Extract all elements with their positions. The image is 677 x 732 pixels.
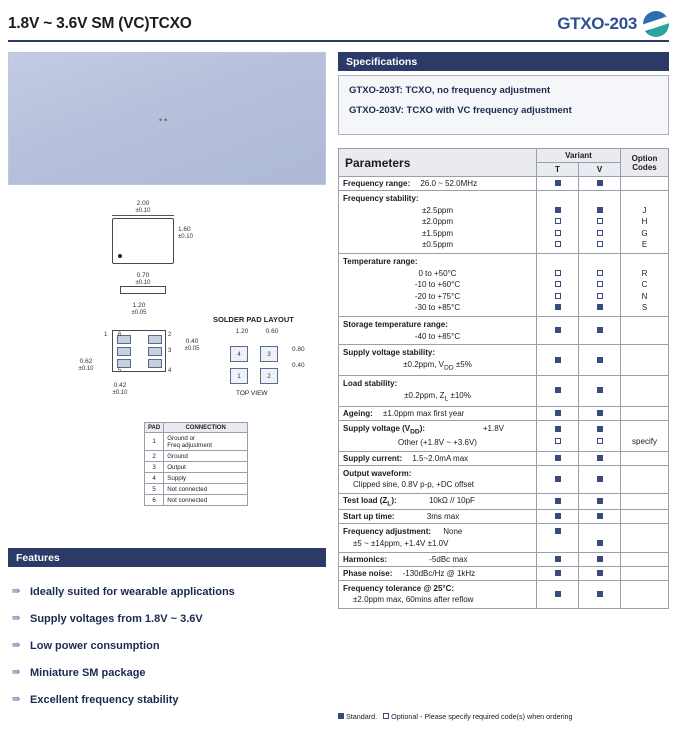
variant-t-cell [537, 580, 579, 608]
standard-marker-icon [555, 455, 561, 461]
list-item [8, 686, 326, 713]
option-code: S [641, 303, 648, 313]
variant-v-cell [579, 253, 621, 316]
param-label: Supply current: [343, 453, 403, 463]
param-value: ±2.0ppm [421, 217, 454, 227]
standard-marker-icon [555, 207, 561, 213]
optional-marker-icon [597, 218, 603, 224]
solder-pad-layout-title: SOLDER PAD LAYOUT [213, 315, 294, 324]
pad-4 [148, 359, 162, 368]
param-value: -10 to +60°C [414, 280, 461, 290]
param-value: 1.5~2.0mA max [412, 453, 469, 463]
pad-6 [117, 347, 131, 356]
option-code: E [641, 240, 648, 250]
package-top-drawing [112, 218, 174, 264]
param-value: Clipped sine, 0.8V p-p, +DC offset [353, 480, 475, 490]
variant-t-cell [537, 420, 579, 451]
company-logo-icon [643, 11, 669, 37]
standard-marker-icon [555, 591, 561, 597]
option-code-cell [621, 375, 669, 406]
table-row [339, 253, 669, 316]
table-row [145, 473, 248, 484]
table-row [339, 375, 669, 406]
standard-marker-icon [597, 570, 603, 576]
param-value: +1.8V [482, 423, 504, 433]
arrow-bullet-icon: ⇛ [12, 640, 19, 651]
variant-t-cell [537, 345, 579, 376]
top-view-label: TOP VIEW [236, 390, 268, 397]
photo-chip-detail: •• [159, 115, 170, 125]
standard-marker-icon [597, 540, 603, 546]
optional-marker-icon [555, 230, 561, 236]
feature-label: Low power consumption [30, 639, 160, 652]
dim-height-value: 0.70 [136, 272, 150, 279]
standard-marker-icon [597, 556, 603, 562]
option-code: N [641, 291, 648, 301]
table-row [145, 451, 248, 462]
standard-marker-icon [555, 513, 561, 519]
option-code-cell [621, 510, 669, 524]
param-temperature-range [339, 253, 537, 316]
param-label: Frequency adjustment: [343, 527, 432, 537]
param-frequency-adjustment [339, 524, 537, 552]
legend-optional-text: Optional - Please specify required code(s) when ordering [391, 712, 573, 721]
standard-marker-icon [597, 357, 603, 363]
dim-pad-left-value: 0.62 [79, 358, 93, 365]
standard-marker-icon [597, 410, 603, 416]
variant-t-cell [537, 493, 579, 510]
standard-marker-icon [597, 498, 603, 504]
table-row [339, 493, 669, 510]
dim-height-tol: ±0.10 [135, 280, 151, 287]
variant-t-cell [537, 524, 579, 552]
param-label: Frequency stability: [343, 194, 419, 203]
dim-pad-width [176, 338, 208, 353]
param-value: ±1.0ppm max first year [383, 408, 465, 418]
dim-length-tol: ±0.10 [178, 234, 193, 241]
dim-width [112, 200, 174, 215]
variant-v-cell [579, 345, 621, 376]
variant-v-cell [579, 465, 621, 493]
option-code-cell [621, 493, 669, 510]
arrow-bullet-icon: ⇛ [12, 694, 19, 705]
variant-v-cell [579, 191, 621, 254]
standard-marker-icon [555, 570, 561, 576]
param-label: Phase noise: [343, 568, 393, 578]
optional-marker-icon [555, 241, 561, 247]
table-row [339, 177, 669, 191]
arrow-bullet-icon: ⇛ [12, 613, 19, 624]
solder-pad-4: 4 [230, 346, 248, 362]
standard-marker-icon [597, 207, 603, 213]
standard-marker-icon [555, 476, 561, 482]
dim-pad-width-tol: ±0.05 [184, 346, 200, 353]
param-label: Ageing: [343, 408, 373, 418]
param-harmonics [339, 552, 537, 566]
table-row [339, 406, 669, 420]
dim-pad-bottom [100, 382, 140, 397]
option-code-cell [621, 465, 669, 493]
option-code-cell [621, 177, 669, 191]
connection-cell: Ground or Freq adjustment [164, 433, 248, 451]
optional-marker-icon [597, 230, 603, 236]
spec-note-v: GTXO-203V: TCXO with VC frequency adjustment [349, 105, 572, 116]
standard-marker-icon [555, 426, 561, 432]
pin-label-3: 3 [168, 348, 172, 354]
dim-pad-bottom-value: 0.42 [113, 382, 127, 389]
option-code: specify [632, 436, 657, 446]
param-storage-temperature [339, 316, 537, 344]
param-start-up-time [339, 510, 537, 524]
dim-width-tol: ±0.10 [135, 208, 151, 215]
variant-v-cell [579, 580, 621, 608]
page-header [8, 8, 669, 42]
variant-t-cell [537, 177, 579, 191]
pad-5 [117, 359, 131, 368]
optional-marker-icon [597, 270, 603, 276]
option-code: G [641, 228, 648, 238]
param-output-waveform [339, 465, 537, 493]
param-value: None [443, 527, 463, 537]
dim-pad-pitch-tol: ±0.05 [131, 310, 147, 317]
option-code: H [641, 217, 648, 227]
table-legend [338, 712, 669, 721]
solder-pad-2: 2 [260, 368, 278, 384]
param-supply-voltage: Supply voltage $(V_{DD})$: +1.8V Other (+1.8V ~ +3.6V) [339, 420, 537, 451]
param-test-load: Test load $(Z_L)$: 10kΩ // 10pF [339, 493, 537, 510]
standard-marker-icon [597, 426, 603, 432]
option-code-cell [621, 406, 669, 420]
standard-marker-icon [555, 387, 561, 393]
standard-marker-icon [338, 713, 344, 719]
param-value: ±2.5ppm [421, 205, 454, 215]
dim-pad-left-tol: ±0.10 [78, 366, 94, 373]
param-label: Load stability: [343, 378, 398, 388]
optional-marker-icon [597, 281, 603, 287]
list-item [8, 632, 326, 659]
dim-pad-left [66, 358, 106, 373]
standard-marker-icon [597, 180, 603, 186]
option-code-cell [621, 552, 669, 566]
pin-label-2: 2 [168, 332, 172, 338]
product-photo [8, 52, 326, 185]
param-label: Harmonics: [343, 554, 388, 564]
param-frequency-range [339, 177, 537, 191]
specifications-notes [338, 75, 669, 135]
standard-marker-icon [555, 357, 561, 363]
optional-marker-icon [383, 713, 389, 719]
list-item [8, 605, 326, 632]
pad-cell: 2 [145, 451, 164, 462]
arrow-bullet-icon: ⇛ [12, 586, 19, 597]
pin-label-4: 4 [168, 368, 172, 374]
parameters-table [338, 148, 669, 609]
solder-dim-c: 0.80 [292, 346, 305, 353]
variant-t-cell [537, 510, 579, 524]
param-value: 10kΩ // 10pF [428, 495, 475, 505]
connection-cell: Output [164, 462, 248, 473]
pin1-marker-icon [118, 254, 122, 258]
pad-cell: 5 [145, 484, 164, 495]
features-list [8, 578, 326, 713]
param-value: 0 to +50°C [418, 268, 457, 278]
table-row [145, 433, 248, 451]
variant-v-cell [579, 375, 621, 406]
dim-width-value: 2.00 [136, 200, 150, 207]
param-label: Frequency range: [343, 179, 411, 188]
option-code-cell [621, 566, 669, 580]
standard-marker-icon [597, 513, 603, 519]
solder-pad-1: 1 [230, 368, 248, 384]
dim-length [178, 226, 212, 241]
table-row [145, 484, 248, 495]
variant-t-cell [537, 316, 579, 344]
pin-label-5: 5 [118, 368, 122, 374]
option-code-cell [621, 345, 669, 376]
dim-length-value: 1.60 [178, 226, 191, 233]
legend-standard-text: Standard. [346, 712, 378, 721]
variant-v-cell [579, 420, 621, 451]
page-title: 1.8V ~ 3.6V SM (VC)TCXO [8, 15, 192, 32]
variant-t-cell [537, 406, 579, 420]
solder-pad-drawing [230, 338, 288, 384]
dim-pad-pitch-value: 1.20 [132, 302, 146, 309]
feature-label: Miniature SM package [30, 666, 146, 679]
pad-cell: 1 [145, 433, 164, 451]
connection-cell: Supply [164, 473, 248, 484]
features-heading: Features [8, 548, 326, 567]
standard-marker-icon [555, 304, 561, 310]
param-value: -20 to +75°C [414, 291, 461, 301]
variant-t-cell [537, 451, 579, 465]
standard-marker-icon [597, 387, 603, 393]
standard-marker-icon [597, 591, 603, 597]
dim-pad-width-value: 0.40 [185, 338, 199, 345]
standard-marker-icon [555, 327, 561, 333]
connection-cell: Not connected [164, 495, 248, 506]
table-row [145, 423, 248, 433]
list-item [8, 578, 326, 605]
standard-marker-icon [555, 528, 561, 534]
param-value: 3ms max [426, 512, 460, 522]
variant-v-cell [579, 451, 621, 465]
option-code: C [641, 280, 648, 290]
param-value: Other (+1.8V ~ +3.6V) [398, 438, 477, 448]
pin-label-1: 1 [104, 332, 108, 338]
table-row [339, 420, 669, 451]
param-value: -30 to +85°C [414, 303, 461, 313]
option-code-cell [621, 253, 669, 316]
variant-v-cell [579, 406, 621, 420]
list-item [8, 659, 326, 686]
variant-t-cell [537, 191, 579, 254]
variant-t-cell [537, 465, 579, 493]
param-phase-noise [339, 566, 537, 580]
variant-v-cell [579, 510, 621, 524]
header-right [557, 11, 669, 37]
dim-pad-bottom-tol: ±0.10 [112, 390, 128, 397]
param-frequency-tolerance [339, 580, 537, 608]
param-label: Supply voltage stability: [343, 348, 436, 358]
param-supply-current [339, 451, 537, 465]
connection-cell: Ground [164, 451, 248, 462]
package-side-drawing [120, 286, 166, 294]
pad-col-header: PAD [145, 423, 164, 433]
feature-label: Ideally suited for wearable applications [30, 585, 235, 598]
standard-marker-icon [555, 498, 561, 504]
feature-label: Excellent frequency stability [30, 693, 179, 706]
param-label: Storage temperature range: [343, 319, 448, 329]
param-label: Frequency tolerance @ 25°C: [343, 583, 455, 593]
table-row [339, 510, 669, 524]
table-row [339, 524, 669, 552]
arrow-bullet-icon: ⇛ [12, 667, 19, 678]
option-code-cell [621, 524, 669, 552]
optional-marker-icon [597, 293, 603, 299]
dim-line-width [112, 215, 174, 216]
standard-marker-icon [597, 455, 603, 461]
option-code: J [642, 205, 647, 215]
solder-pad-3: 3 [260, 346, 278, 362]
variant-v-cell [579, 566, 621, 580]
mechanical-drawings [8, 190, 326, 535]
optional-marker-icon [555, 218, 561, 224]
variant-t-cell [537, 375, 579, 406]
optional-marker-icon [555, 281, 561, 287]
solder-dim-a: 1.20 [235, 328, 249, 335]
spec-note-t: GTXO-203T: TCXO, no frequency adjustment [349, 85, 551, 96]
option-code-cell [621, 580, 669, 608]
optional-marker-icon [555, 293, 561, 299]
option-code: R [641, 268, 648, 278]
option-code-cell [621, 316, 669, 344]
table-row [339, 451, 669, 465]
optional-marker-icon [597, 438, 603, 444]
param-value: ±1.5ppm [421, 228, 454, 238]
connection-cell: Not connected [164, 484, 248, 495]
param-ageing [339, 406, 537, 420]
pad-cell: 3 [145, 462, 164, 473]
pin-label-6: 6 [118, 332, 122, 338]
param-label: Output waveform: [343, 468, 412, 478]
option-codes-col-header: Option Codes [621, 149, 669, 177]
param-value: 26.0 ~ 52.0MHz [420, 179, 478, 188]
param-label: Temperature range: [343, 256, 418, 266]
param-value: ±0.5ppm [421, 240, 454, 250]
table-row [339, 552, 669, 566]
standard-marker-icon [597, 304, 603, 310]
table-row [145, 462, 248, 473]
table-row [339, 316, 669, 344]
variant-t-cell [537, 253, 579, 316]
feature-label: Supply voltages from 1.8V ~ 3.6V [30, 612, 203, 625]
variant-col-header: Variant [537, 149, 621, 163]
standard-marker-icon [555, 556, 561, 562]
parameters-col-header: Parameters [339, 149, 537, 177]
standard-marker-icon [555, 410, 561, 416]
param-label: Start up time: [343, 512, 395, 522]
solder-dim-b: 0.60 [265, 328, 279, 335]
table-row [339, 149, 669, 163]
option-code-cell [621, 191, 669, 254]
variant-t-header: T [537, 163, 579, 177]
dim-pad-pitch [108, 302, 170, 317]
param-value: -40 to +85°C [414, 331, 461, 341]
option-code-cell [621, 451, 669, 465]
variant-v-cell [579, 524, 621, 552]
param-value: ±2.0ppm max, 60mins after reflow [353, 595, 474, 605]
pad-cell: 6 [145, 495, 164, 506]
variant-t-cell [537, 552, 579, 566]
standard-marker-icon [597, 476, 603, 482]
part-number: GTXO-203 [557, 14, 637, 33]
solder-dim-d: 0.40 [292, 362, 305, 369]
table-row [339, 566, 669, 580]
pad-cell: 4 [145, 473, 164, 484]
connection-col-header: CONNECTION [164, 423, 248, 433]
optional-marker-icon [555, 438, 561, 444]
param-value: -130dBc/Hz @ 1kHz [402, 568, 476, 578]
specifications-heading: Specifications [338, 52, 669, 71]
variant-v-cell [579, 177, 621, 191]
variant-v-cell [579, 552, 621, 566]
table-row [339, 345, 669, 376]
option-code-cell [621, 420, 669, 451]
table-row [339, 580, 669, 608]
table-row [145, 495, 248, 506]
optional-marker-icon [597, 241, 603, 247]
param-supply-voltage-stability: Supply voltage stability: ±0.2ppm, $V_{DD} \pm 5\%$ [339, 345, 537, 376]
param-value: -5dBc max [429, 554, 468, 564]
variant-v-header: V [579, 163, 621, 177]
pad-2 [148, 335, 162, 344]
param-value: ±5 ~ ±14ppm, +1.4V ±1.0V [353, 539, 449, 549]
variant-v-cell [579, 316, 621, 344]
variant-t-cell [537, 566, 579, 580]
optional-marker-icon [555, 270, 561, 276]
pad-connection-table [144, 422, 248, 506]
standard-marker-icon [555, 180, 561, 186]
variant-v-cell [579, 493, 621, 510]
table-row [339, 465, 669, 493]
table-row [339, 191, 669, 254]
param-frequency-stability [339, 191, 537, 254]
pad-3 [148, 347, 162, 356]
param-load-stability: Load stability: ±0.2ppm, $Z_L \pm 10\%$ [339, 375, 537, 406]
standard-marker-icon [597, 327, 603, 333]
